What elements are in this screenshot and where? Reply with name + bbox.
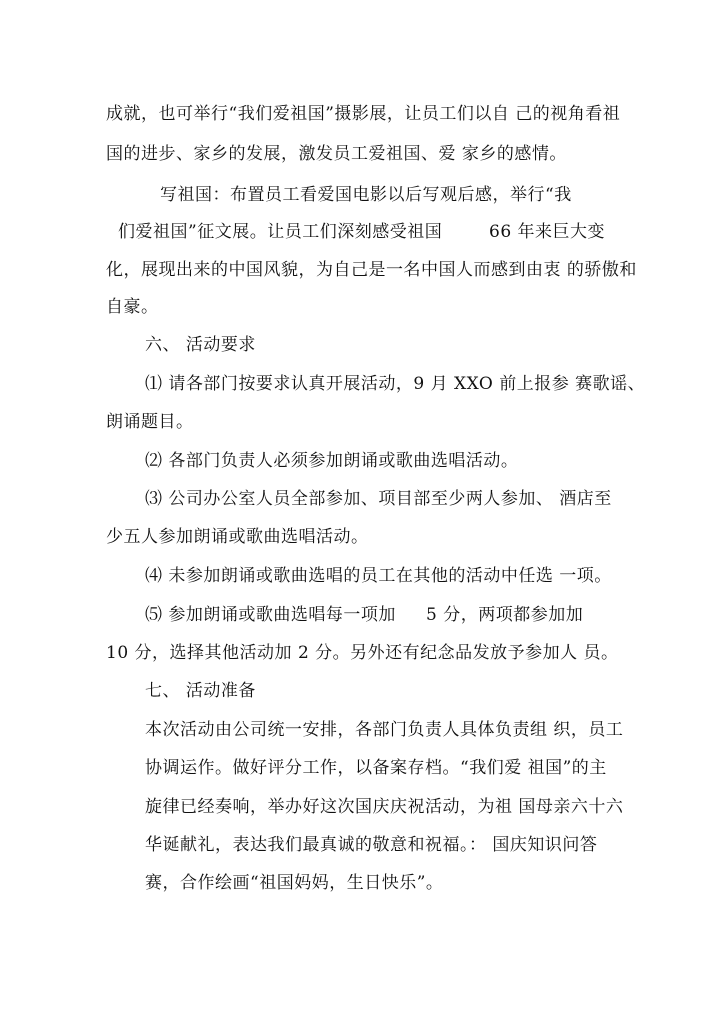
paragraph2-line2a: 们爱祖国”征文展。让员工们深刻感受祖国 xyxy=(118,222,443,242)
section6-item4: ⑷ 未参加朗诵或歌曲选唱的员工在其他的活动中任选 一项。 xyxy=(145,566,612,586)
paragraph1-line2: 国的进步、家乡的发展，激发员工爱祖国、爱 家乡的感情。 xyxy=(106,144,567,164)
section7-line2: 协调运作。做好评分工作，以备案存档。“我们爱 祖国”的主 xyxy=(145,758,607,778)
section7-heading: 七、 活动准备 xyxy=(145,681,256,701)
section6-item5-line1a: ⑸ 参加朗诵或歌曲选唱每一项加 xyxy=(145,605,396,625)
section6-item3-line2: 少五人参加朗诵或歌曲选唱活动。 xyxy=(106,527,369,547)
section7-line5: 赛，合作绘画“祖国妈妈，生日快乐”。 xyxy=(145,873,444,893)
paragraph2-line2b: 66 年来巨大变 xyxy=(489,222,606,242)
section6-item5-line2: 10 分，选择其他活动加 2 分。另外还有纪念品发放予参加人 员。 xyxy=(106,643,619,663)
paragraph1-line1: 成就，也可举行“我们爱祖国”摄影展，让员工们以自 己的视角看祖 xyxy=(106,104,621,124)
paragraph2-line1: 写祖国：布置员工看爱国电影以后写观后感，举行“我 xyxy=(160,185,572,205)
section7-line3: 旋律已经奏响，举办好这次国庆庆祝活动，为祖 国母亲六十六 xyxy=(145,797,624,817)
section6-item2: ⑵ 各部门负责人必须参加朗诵或歌曲选唱活动。 xyxy=(145,451,519,471)
section7-line4: 华诞献礼，表达我们最真诚的敬意和祝福。： 国庆知识问答 xyxy=(145,835,598,855)
paragraph2-line4: 自豪。 xyxy=(106,297,159,317)
paragraph2-line3: 化，展现出来的中国风貌，为自己是一名中国人而感到由衷 的骄傲和 xyxy=(106,260,637,280)
section6-item3-line1: ⑶ 公司办公室人员全部参加、项目部至少两人参加、 酒店至 xyxy=(145,489,612,509)
section7-line1: 本次活动由公司统一安排，各部门负责人具体负责组 织，员工 xyxy=(145,720,624,740)
section6-item1-line2: 朗诵题目。 xyxy=(106,412,194,432)
section6-heading: 六、 活动要求 xyxy=(145,335,256,355)
section6-item5-line1b: 5 分，两项都参加加 xyxy=(426,605,584,625)
section6-item1-line1: ⑴ 请各部门按要求认真开展活动，9 月 XXO 前上报参 赛歌谣、 xyxy=(145,374,646,394)
